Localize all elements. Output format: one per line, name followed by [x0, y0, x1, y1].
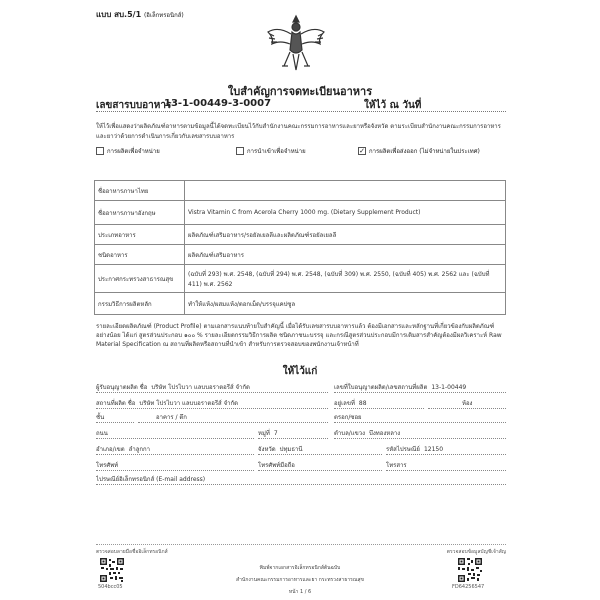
- field-label: ถนน: [96, 430, 108, 437]
- field-label: สถานที่ผลิต ชื่อ: [96, 400, 136, 407]
- reg-number-value: 13-1-00449-3-0007: [164, 98, 272, 109]
- field-value: ลำลูกกา: [128, 446, 151, 453]
- check-production-export[interactable]: [358, 146, 480, 156]
- fax-field: [386, 460, 506, 471]
- document-title: ใบสำคัญการจดทะเบียนอาหาร: [227, 85, 373, 98]
- room-field: [428, 398, 506, 409]
- address-field: [334, 398, 424, 409]
- field-value: 12150: [423, 446, 444, 453]
- form-code: [96, 8, 184, 21]
- left-qr-code-text: 504bcc05: [98, 584, 123, 590]
- field-label: ตำบล/แขวง: [334, 430, 366, 437]
- right-qr-code-text: FD64256547: [452, 584, 485, 590]
- row-key: ชื่ออาหารภาษาไทย: [95, 181, 185, 201]
- email-field: [96, 474, 506, 485]
- registration-row: [96, 98, 506, 112]
- table-row: [95, 225, 506, 245]
- alley-field: [334, 412, 506, 423]
- table-row: [95, 181, 506, 201]
- field-label: หมู่ที่: [258, 430, 270, 437]
- field-label: อำเภอ/เขต: [96, 446, 125, 453]
- road-field: [96, 428, 254, 439]
- field-label: ผู้รับอนุญาตผลิต ชื่อ: [96, 384, 148, 391]
- field-value: บริษัท โปรไบวา แลบบอราตอรีส์ จำกัด: [139, 400, 239, 407]
- check-label: การผลิตเพื่อส่งออก (ไม่จำหน่ายในประเทศ): [369, 148, 480, 155]
- checkbox-box[interactable]: [96, 147, 104, 155]
- row-value: ทำให้แห้ง/ผสมแห้ง/ตอกเม็ด/บรรจุแคปซูล: [185, 293, 506, 315]
- row-key: กรรมวิธีการผลิตหลัก: [95, 293, 185, 315]
- field-label: เลขที่ใบอนุญาตผลิต/เลขสถานที่ผลิต: [334, 384, 428, 391]
- field-label: ไปรษณีย์อิเล็กทรอนิกส์ (E-mail address): [96, 476, 206, 483]
- table-row: [95, 265, 506, 293]
- field-label: โทรสาร: [386, 462, 407, 469]
- product-profile-paragraph: รายละเอียดผลิตภัณฑ์ (Product Profile) ตามเอกสารแนบท้ายใบสำคัญนี้ เมื่อได้รับเลขสารบบอาหารแล้ว ต้องมีเอกสารและหลักฐานที่เกี่ยวข้องกับผลิตภัณฑ์ อย่างน้อย ได้แก่ สูตรส่วนประกอบ ๑๐๐ % รายละเอียดกรรมวิธีการผลิต ชนิดภาชนะบรรจุ และกรณีสูตรส่วนประกอบมีการเติมสารสำคัญต้องมีผลวิเคราะห์ Raw Material Specification ณ สถานที่ผลิตหรือสถานที่นำเข้า สำหรับการตรวจสอบของพนักงานเจ้าหน้าที่: [96, 323, 502, 348]
- row-key: ประเภทอาหาร: [95, 225, 185, 245]
- field-label: ชั้น: [96, 414, 105, 421]
- row-value: ผลิตภัณฑ์เสริมอาหาร: [185, 245, 506, 265]
- field-label: จังหวัด: [258, 446, 276, 453]
- field-label: ห้อง: [462, 400, 473, 407]
- row-value: (ฉบับที่ 293) พ.ศ. 2548, (ฉบับที่ 294) พ.ศ. 2548, (ฉบับที่ 309) พ.ศ. 2550, (ฉบับที่ 405) พ.ศ. 2562 และ (ฉบับที่ 411) พ.ศ. 2562: [185, 265, 506, 293]
- row-key: ประกาศกระทรวงสาธารณสุข: [95, 265, 185, 293]
- row-key: ชนิดอาหาร: [95, 245, 185, 265]
- field-label: อาคาร / ตึก: [156, 414, 187, 421]
- left-verify-note: ตรวจสอบลายมือชื่ออิเล็กทรอนิกส์: [96, 549, 168, 555]
- reg-number-label: เลขสารบบอาหาร: [96, 100, 172, 111]
- footer-agency: สำนักงานคณะกรรมการอาหารและยา กระทรวงสาธารณสุข: [236, 577, 364, 583]
- field-value: บึงทองหลาง: [369, 430, 401, 437]
- product-info-table: [94, 180, 506, 315]
- check-import-sale[interactable]: [236, 146, 306, 156]
- form-code-text: แบบ สบ.5/1: [96, 10, 142, 19]
- row-value: ผลิตภัณฑ์เสริมอาหาร/รอยัลเยลลีและผลิตภัณฑ์รอยัลเยลลี: [185, 225, 506, 245]
- right-verify-note: ตรวจสอบข้อมูลบัญชีเจ้าสัญ: [446, 549, 506, 555]
- field-value: 7: [273, 430, 278, 437]
- garuda-emblem-icon: [264, 12, 328, 74]
- footer-page-number: หน้า 1 / 6: [288, 589, 312, 595]
- field-value: บริษัท โปรไบวา แลบบอราตอรีส์ จำกัด: [151, 384, 250, 391]
- field-value: ปทุมธานี: [279, 446, 303, 453]
- table-row: [95, 293, 506, 315]
- building-field: [138, 412, 328, 423]
- check-label: การนำเข้าเพื่อจำหน่าย: [247, 148, 306, 155]
- district-field: [96, 444, 254, 455]
- site-field: [96, 398, 328, 409]
- footer-printed-from: พิมพ์จากเอกสารอิเล็กทรอนิกส์ต้นฉบับ: [259, 565, 341, 571]
- floor-field: [96, 412, 134, 423]
- moo-field: [258, 428, 328, 439]
- intro-paragraph: ให้ไว้เพื่อแสดงว่าผลิตภัณฑ์อาหารตามข้อมูลนี้ได้จดทะเบียนไว้กับสำนักงานคณะกรรมการอาหารและยาหรือจังหวัด ตามระเบียบสำนักงานคณะกรรมการอาหารและยาว่าด้วยการดำเนินการเกี่ยวกับเลขสารบบอาหาร: [96, 123, 501, 140]
- field-label: อยู่เลขที่: [334, 400, 355, 407]
- check-production-sale[interactable]: [96, 146, 160, 156]
- phone-field: [96, 460, 254, 471]
- field-value: 13-1-00449: [431, 384, 467, 391]
- grant-title: ให้ไว้แก่: [282, 366, 318, 377]
- subdistrict-field: [334, 428, 506, 439]
- field-label: ตรอก/ซอย: [334, 414, 362, 421]
- left-qr-code-icon: [100, 558, 124, 582]
- field-label: โทรศัพท์มือถือ: [258, 462, 295, 469]
- right-qr-code-icon: [458, 558, 482, 582]
- license-no-field: [334, 382, 506, 393]
- checkbox-box[interactable]: [236, 147, 244, 155]
- postcode-field: [386, 444, 506, 455]
- licensee-field: [96, 382, 328, 393]
- row-value: [185, 181, 506, 201]
- field-label: รหัสไปรษณีย์: [386, 446, 420, 453]
- footer-divider: [96, 544, 506, 545]
- form-code-sub: (อิเล็กทรอนิกส์): [143, 12, 184, 19]
- row-value: Vistra Vitamin C from Acerola Cherry 1000 mg. (Dietary Supplement Product): [185, 201, 506, 225]
- field-value: 88: [358, 400, 367, 407]
- mobile-field: [258, 460, 382, 471]
- table-row: [95, 201, 506, 225]
- province-field: [258, 444, 382, 455]
- field-label: โทรศัพท์: [96, 462, 119, 469]
- table-row: [95, 245, 506, 265]
- issued-date-label: ให้ไว้ ณ วันที่: [364, 100, 422, 111]
- purpose-checkboxes: [96, 146, 506, 158]
- row-key: ชื่ออาหารภาษาอังกฤษ: [95, 201, 185, 225]
- checkbox-box-checked[interactable]: ✓: [359, 146, 365, 155]
- check-label: การผลิตเพื่อจำหน่าย: [107, 148, 160, 155]
